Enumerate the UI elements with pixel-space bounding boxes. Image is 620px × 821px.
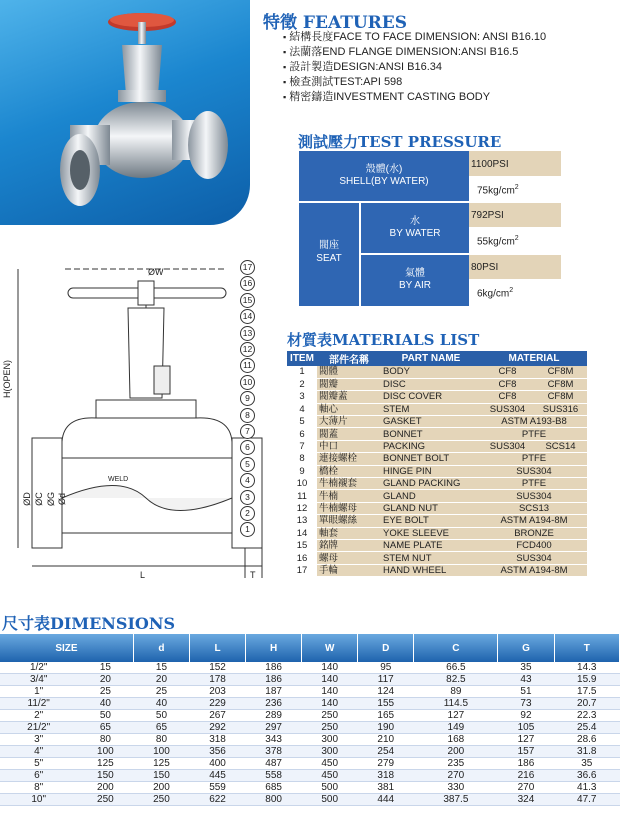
dim-cell: 14.3	[554, 662, 619, 674]
shell-psi: 1100PSI	[469, 151, 561, 176]
material-cell: 12	[287, 502, 317, 514]
dim-row	[0, 686, 620, 698]
dim-cell: 250	[77, 794, 133, 806]
dim-cell: 65	[77, 722, 133, 734]
dim-cell: 200	[133, 782, 189, 794]
dim-cell: 559	[190, 782, 246, 794]
dim-cell: 15.9	[554, 674, 619, 686]
seat-label: 閥座	[319, 240, 339, 251]
dim-col-header: SIZE	[0, 634, 133, 662]
dim-cell: 40	[77, 698, 133, 710]
material-cell: GLAND NUT	[381, 502, 481, 514]
dim-col-header: W	[302, 634, 358, 662]
shell-cell	[299, 151, 469, 201]
material-cell: SUS304	[481, 490, 587, 502]
material-row	[287, 366, 587, 378]
material-row	[287, 378, 587, 390]
material-row	[287, 465, 587, 477]
air-label: 氣體	[405, 268, 425, 279]
material-cell: 橋栓	[317, 465, 381, 477]
dim-cell: 330	[414, 782, 498, 794]
material-row	[287, 564, 587, 576]
dim-cell: 140	[302, 686, 358, 698]
label-t: T	[250, 570, 256, 580]
dim-col-header: C	[414, 634, 498, 662]
dim-cell: 250	[133, 794, 189, 806]
label-w: ØW	[148, 267, 164, 277]
dim-cell: 3"	[0, 734, 77, 746]
dim-cell: 114.5	[414, 698, 498, 710]
seat-label-en: SEAT	[316, 253, 342, 264]
dim-col-header: L	[190, 634, 246, 662]
material-cell: FCD400	[481, 539, 587, 551]
material-cell: 閥體	[317, 366, 381, 378]
dim-cell: 250	[302, 710, 358, 722]
callout-number: 14	[240, 309, 255, 324]
callout-number: 2	[240, 506, 255, 521]
material-cell: 6	[287, 428, 317, 440]
dim-cell: 140	[302, 662, 358, 674]
dim-cell: 152	[190, 662, 246, 674]
dim-cell: 22.3	[554, 710, 619, 722]
material-cell: CF8M	[534, 366, 587, 378]
dim-cell: 203	[190, 686, 246, 698]
material-cell: 螺母	[317, 552, 381, 564]
material-cell: 17	[287, 564, 317, 576]
label-d-outer: ØD	[21, 492, 32, 506]
dim-col-header: G	[498, 634, 554, 662]
material-row	[287, 515, 587, 527]
dim-cell: 343	[246, 734, 302, 746]
dim-row	[0, 722, 620, 734]
dim-cell: 35	[554, 758, 619, 770]
callout-number: 4	[240, 473, 255, 488]
material-cell: GLAND PACKING	[381, 478, 481, 490]
dim-cell: 21/2"	[0, 722, 77, 734]
dim-row	[0, 674, 620, 686]
material-cell: 銘牌	[317, 539, 381, 551]
dim-cell: 100	[77, 746, 133, 758]
dim-cell: 80	[133, 734, 189, 746]
material-cell: 13	[287, 515, 317, 527]
material-cell: 16	[287, 552, 317, 564]
dim-cell: 20	[77, 674, 133, 686]
water-cell	[361, 203, 469, 253]
dim-cell: 4"	[0, 746, 77, 758]
dim-row	[0, 734, 620, 746]
dim-cell: 685	[246, 782, 302, 794]
material-cell: EYE BOLT	[381, 515, 481, 527]
material-cell: SUS304	[481, 403, 534, 415]
material-cell: CF8	[481, 391, 534, 403]
dim-row	[0, 770, 620, 782]
dim-cell: 450	[302, 770, 358, 782]
dim-col-header: d	[133, 634, 189, 662]
material-row	[287, 502, 587, 514]
dim-row	[0, 710, 620, 722]
dim-cell: 92	[498, 710, 554, 722]
material-cell: NAME PLATE	[381, 539, 481, 551]
dim-cell: 1/2"	[0, 662, 77, 674]
material-cell: CF8M	[534, 378, 587, 390]
dim-cell: 1"	[0, 686, 77, 698]
dim-cell: 2"	[0, 710, 77, 722]
dim-cell: 157	[498, 746, 554, 758]
materials-table	[287, 351, 587, 577]
dim-cell: 65	[133, 722, 189, 734]
feature-item: ▪ 檢查測試TEST:API 598	[283, 75, 546, 90]
material-cell: HINGE PIN	[381, 465, 481, 477]
callout-number: 13	[240, 326, 255, 341]
material-row	[287, 490, 587, 502]
callout-number: 17	[240, 260, 255, 275]
dim-cell: 450	[302, 758, 358, 770]
dimensions-title: 尺寸表DIMENSIONS	[2, 614, 176, 633]
dim-cell: 17.5	[554, 686, 619, 698]
dim-cell: 292	[190, 722, 246, 734]
features-list	[283, 30, 546, 105]
dim-cell: 500	[302, 782, 358, 794]
dim-cell: 500	[302, 794, 358, 806]
label-g: ØG	[46, 491, 57, 507]
shell-label: 殼體(水)	[365, 164, 403, 175]
dim-cell: 381	[358, 782, 414, 794]
dim-cell: 168	[414, 734, 498, 746]
dim-cell: 125	[133, 758, 189, 770]
dim-cell: 89	[414, 686, 498, 698]
dim-cell: 187	[246, 686, 302, 698]
material-cell: 軸心	[317, 403, 381, 415]
material-row	[287, 416, 587, 428]
material-cell: CF8M	[534, 391, 587, 403]
dim-cell: 35	[498, 662, 554, 674]
dim-cell: 186	[498, 758, 554, 770]
material-row	[287, 552, 587, 564]
dim-cell: 356	[190, 746, 246, 758]
dim-cell: 100	[133, 746, 189, 758]
label-weld: WELD	[108, 476, 129, 483]
dim-cell: 25	[77, 686, 133, 698]
water-label-en: BY WATER	[389, 228, 441, 239]
material-cell: BONNET BOLT	[381, 453, 481, 465]
air-kg: $6kg/cm^2$	[477, 287, 514, 300]
dim-cell: 149	[414, 722, 498, 734]
col-material: MATERIAL	[481, 351, 587, 366]
material-cell: SCS13	[481, 502, 587, 514]
material-cell: BODY	[381, 366, 481, 378]
col-part-cn: 部件名稱	[317, 351, 381, 366]
air-cell	[361, 255, 469, 306]
material-cell: 牛楠螺母	[317, 502, 381, 514]
features-title: 特徵 FEATURES	[263, 13, 408, 33]
water-label: 水	[410, 216, 420, 227]
dim-cell: 800	[246, 794, 302, 806]
material-cell: GLAND	[381, 490, 481, 502]
callout-number: 12	[240, 342, 255, 357]
material-row	[287, 440, 587, 452]
dim-col-header: D	[358, 634, 414, 662]
dim-cell: 20.7	[554, 698, 619, 710]
callout-number: 9	[240, 391, 255, 406]
callout-number: 8	[240, 408, 255, 423]
dim-row	[0, 782, 620, 794]
material-cell: 9	[287, 465, 317, 477]
dim-cell: 254	[358, 746, 414, 758]
dim-cell: 6"	[0, 770, 77, 782]
dim-cell: 80	[77, 734, 133, 746]
material-cell: 閥瓣	[317, 378, 381, 390]
dim-cell: 124	[358, 686, 414, 698]
dim-cell: 105	[498, 722, 554, 734]
dim-col-header: H	[246, 634, 302, 662]
callout-number: 6	[240, 440, 255, 455]
dim-cell: 11/2"	[0, 698, 77, 710]
feature-item: ▪ 精密鑄造INVESTMENT CASTING BODY	[283, 90, 546, 105]
dim-cell: 20	[133, 674, 189, 686]
dim-cell: 36.6	[554, 770, 619, 782]
dim-row	[0, 746, 620, 758]
valve-drawing	[0, 248, 272, 588]
dim-cell: 31.8	[554, 746, 619, 758]
dim-cell: 300	[302, 734, 358, 746]
material-cell: 軸套	[317, 527, 381, 539]
dim-cell: 178	[190, 674, 246, 686]
dim-cell: 41.3	[554, 782, 619, 794]
dim-row	[0, 794, 620, 806]
material-cell: 中口	[317, 440, 381, 452]
label-h-open: H(OPEN)	[2, 360, 12, 398]
air-psi: 80PSI	[469, 255, 561, 279]
dim-cell: 150	[133, 770, 189, 782]
dim-cell: 127	[498, 734, 554, 746]
material-cell: 11	[287, 490, 317, 502]
material-cell: 1	[287, 366, 317, 378]
shell-kg: $75kg/cm^2$	[477, 184, 519, 197]
material-cell: 閥蓋	[317, 428, 381, 440]
material-cell: BRONZE	[481, 527, 587, 539]
callout-number: 7	[240, 424, 255, 439]
test-pressure-table	[299, 151, 561, 306]
col-item: ITEM	[287, 351, 317, 366]
dim-cell: 487	[246, 758, 302, 770]
material-row	[287, 391, 587, 403]
dim-cell: 200	[77, 782, 133, 794]
dim-cell: 165	[358, 710, 414, 722]
material-cell: PACKING	[381, 440, 481, 452]
callout-number: 10	[240, 375, 255, 390]
material-row	[287, 527, 587, 539]
material-cell: 5	[287, 416, 317, 428]
material-cell: DISC	[381, 378, 481, 390]
dim-cell: 229	[190, 698, 246, 710]
dim-cell: 5"	[0, 758, 77, 770]
dim-cell: 43	[498, 674, 554, 686]
dim-cell: 250	[302, 722, 358, 734]
dim-cell: 318	[358, 770, 414, 782]
dim-cell: 15	[77, 662, 133, 674]
dim-cell: 289	[246, 710, 302, 722]
feature-item: ▪ 設計製造DESIGN:ANSI B16.34	[283, 60, 546, 75]
material-cell: 牛楠	[317, 490, 381, 502]
material-cell: ASTM A194-8M	[481, 515, 587, 527]
dim-cell: 50	[133, 710, 189, 722]
material-row	[287, 478, 587, 490]
material-row	[287, 428, 587, 440]
dim-cell: 51	[498, 686, 554, 698]
dim-cell: 300	[302, 746, 358, 758]
material-cell: HAND WHEEL	[381, 564, 481, 576]
dim-cell: 445	[190, 770, 246, 782]
dimensions-table	[0, 634, 620, 806]
material-cell: CF8	[481, 366, 534, 378]
material-cell: STEM NUT	[381, 552, 481, 564]
material-cell: CF8	[481, 378, 534, 390]
dim-cell: 25.4	[554, 722, 619, 734]
dim-cell: 190	[358, 722, 414, 734]
dim-cell: 40	[133, 698, 189, 710]
material-cell: 2	[287, 378, 317, 390]
material-cell: 15	[287, 539, 317, 551]
callout-number: 11	[240, 358, 255, 373]
water-kg: $55kg/cm^2$	[477, 235, 519, 248]
dim-cell: 117	[358, 674, 414, 686]
label-l: L	[140, 570, 146, 580]
dim-cell: 25	[133, 686, 189, 698]
dim-cell: 186	[246, 662, 302, 674]
dim-cell: 235	[414, 758, 498, 770]
material-cell: 10	[287, 478, 317, 490]
material-cell: ASTM A194-8M	[481, 564, 587, 576]
dim-cell: 270	[498, 782, 554, 794]
dim-cell: 15	[133, 662, 189, 674]
callout-number: 5	[240, 457, 255, 472]
material-cell: ASTM A193-B8	[481, 416, 587, 428]
dim-cell: 125	[77, 758, 133, 770]
material-cell: GASKET	[381, 416, 481, 428]
material-cell: PTFE	[481, 478, 587, 490]
dim-cell: 378	[246, 746, 302, 758]
material-cell: PTFE	[481, 453, 587, 465]
dim-cell: 95	[358, 662, 414, 674]
dim-cell: 150	[77, 770, 133, 782]
dim-cell: 400	[190, 758, 246, 770]
dim-cell: 324	[498, 794, 554, 806]
dim-cell: 297	[246, 722, 302, 734]
material-cell: YOKE SLEEVE	[381, 527, 481, 539]
valve-photo	[0, 0, 250, 225]
material-cell: 手輪	[317, 564, 381, 576]
dim-cell: 200	[414, 746, 498, 758]
dim-cell: 8"	[0, 782, 77, 794]
material-cell: 連接螺栓	[317, 453, 381, 465]
dim-cell: 186	[246, 674, 302, 686]
feature-item: ▪ 法蘭落END FLANGE DIMENSION:ANSI B16.5	[283, 45, 546, 60]
dim-col-header: T	[554, 634, 619, 662]
dim-cell: 155	[358, 698, 414, 710]
dim-cell: 47.7	[554, 794, 619, 806]
feature-item: ▪ 結構長度FACE TO FACE DIMENSION: ANSI B16.10	[283, 30, 546, 45]
dim-cell: 127	[414, 710, 498, 722]
dim-cell: 270	[414, 770, 498, 782]
material-row	[287, 539, 587, 551]
label-d: Ød	[57, 492, 68, 506]
dim-row	[0, 698, 620, 710]
dim-cell: 28.6	[554, 734, 619, 746]
air-label-en: BY AIR	[398, 280, 432, 291]
material-cell: 14	[287, 527, 317, 539]
material-cell: 單眼螺絲	[317, 515, 381, 527]
material-cell: 8	[287, 453, 317, 465]
material-row	[287, 453, 587, 465]
dim-cell: 3/4"	[0, 674, 77, 686]
dim-cell: 267	[190, 710, 246, 722]
material-cell: 牛楠襯套	[317, 478, 381, 490]
dim-cell: 318	[190, 734, 246, 746]
materials-title: 材質表MATERIALS LIST	[287, 331, 480, 349]
material-cell: BONNET	[381, 428, 481, 440]
callout-number: 3	[240, 490, 255, 505]
dim-cell: 279	[358, 758, 414, 770]
material-cell: PTFE	[481, 428, 587, 440]
material-cell: SUS304	[481, 465, 587, 477]
shell-label-en: SHELL(BY WATER)	[339, 176, 429, 187]
dim-row	[0, 758, 620, 770]
col-part-name: PART NAME	[381, 351, 481, 366]
callout-number: 1	[240, 522, 255, 537]
material-cell: SUS316	[534, 403, 587, 415]
material-cell: DISC COVER	[381, 391, 481, 403]
dim-cell: 236	[246, 698, 302, 710]
dim-cell: 140	[302, 698, 358, 710]
label-c: ØC	[33, 492, 44, 506]
dim-cell: 210	[358, 734, 414, 746]
water-psi: 792PSI	[469, 203, 561, 227]
dim-row	[0, 662, 620, 674]
material-cell: STEM	[381, 403, 481, 415]
material-cell: 大薄片	[317, 416, 381, 428]
seat-cell	[299, 203, 359, 306]
dim-cell: 216	[498, 770, 554, 782]
material-cell: 3	[287, 391, 317, 403]
callout-number: 16	[240, 276, 255, 291]
material-cell: 閥瓣蓋	[317, 391, 381, 403]
dim-cell: 140	[302, 674, 358, 686]
material-cell: SCS14	[534, 440, 587, 452]
dim-cell: 82.5	[414, 674, 498, 686]
dim-cell: 387.5	[414, 794, 498, 806]
dim-cell: 50	[77, 710, 133, 722]
material-row	[287, 403, 587, 415]
dim-cell: 558	[246, 770, 302, 782]
material-cell: SUS304	[481, 440, 534, 452]
material-cell: SUS304	[481, 552, 587, 564]
test-pressure-title: 測試壓力TEST PRESSURE	[298, 133, 502, 151]
callout-number: 15	[240, 293, 255, 308]
dim-cell: 622	[190, 794, 246, 806]
dim-cell: 10"	[0, 794, 77, 806]
material-cell: 4	[287, 403, 317, 415]
dim-cell: 444	[358, 794, 414, 806]
material-cell: 7	[287, 440, 317, 452]
dim-cell: 66.5	[414, 662, 498, 674]
dim-cell: 73	[498, 698, 554, 710]
